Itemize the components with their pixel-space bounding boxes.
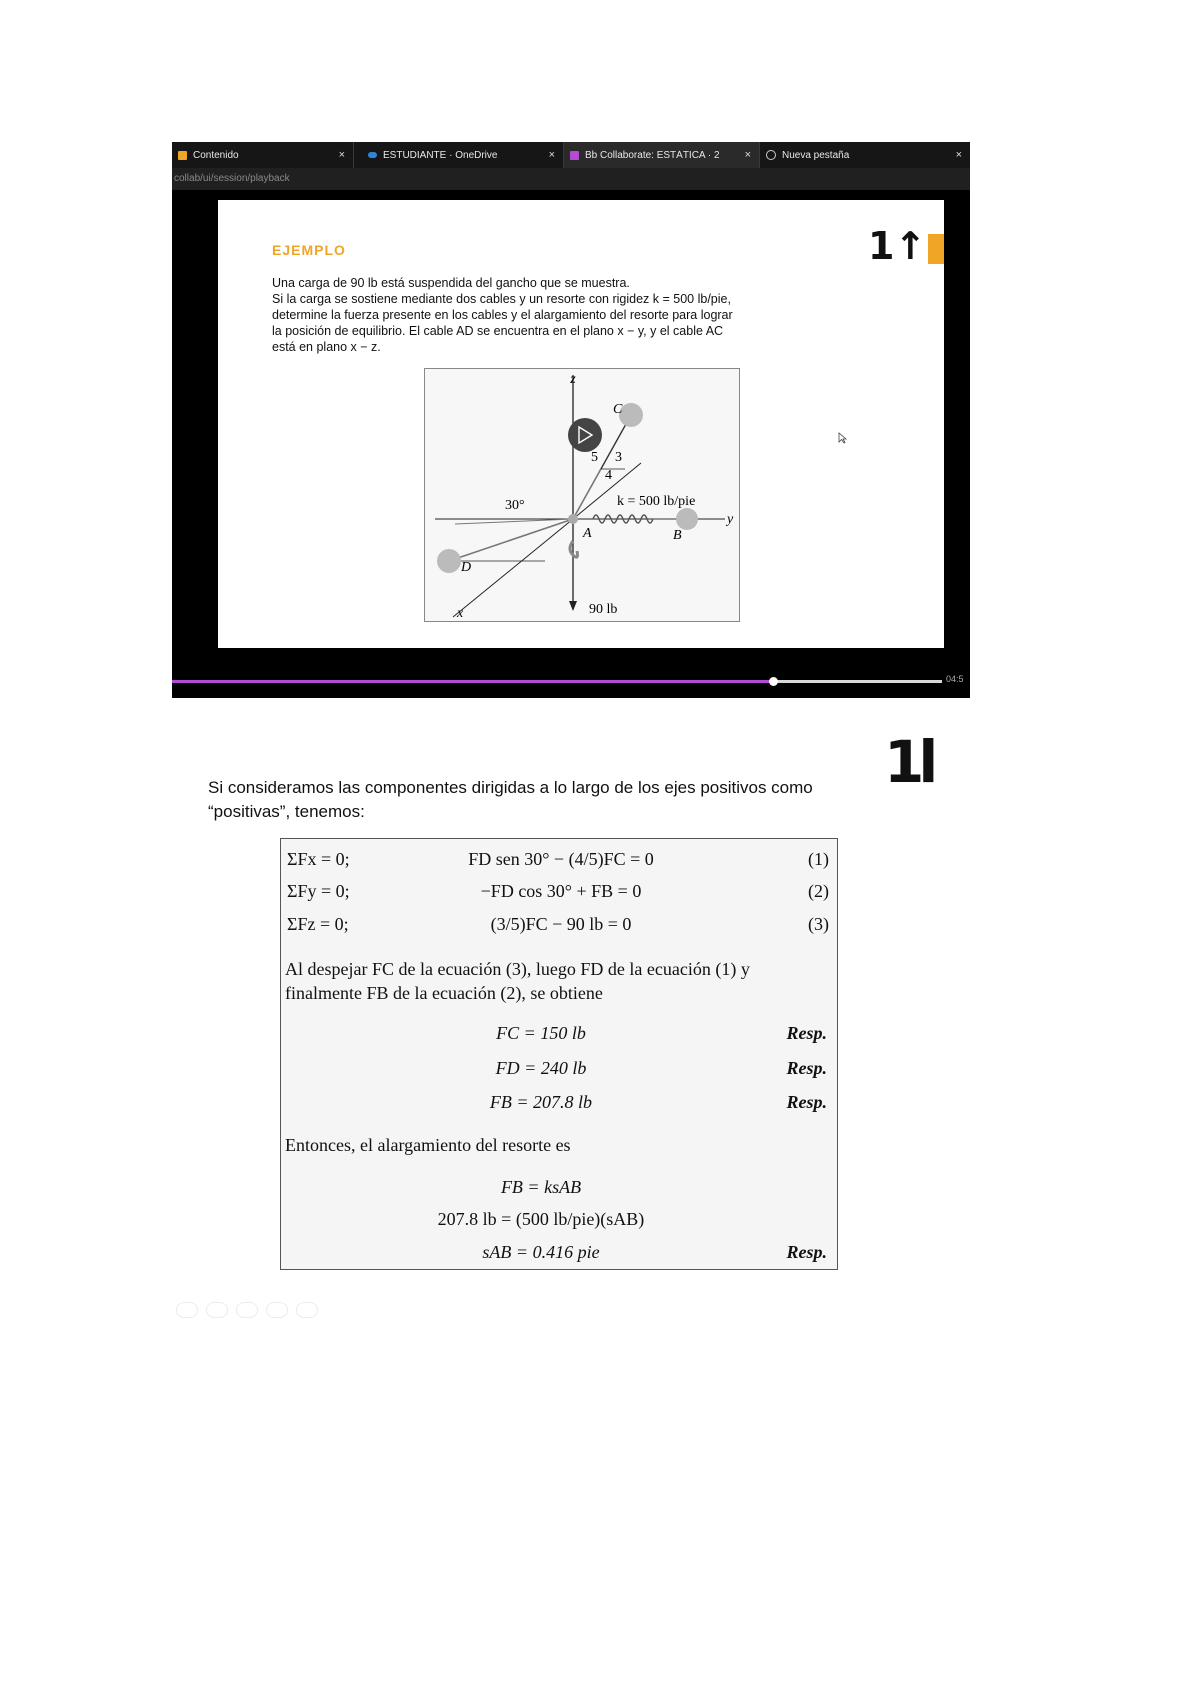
equation-number: (1) xyxy=(808,849,829,869)
answer-row xyxy=(281,1058,837,1084)
answer-row xyxy=(281,1092,837,1118)
tab-label: Contenido xyxy=(193,149,239,161)
browser-tab-bar xyxy=(172,142,970,168)
video-screenshot xyxy=(172,142,970,698)
bb-icon xyxy=(570,151,579,160)
equation-body: −FD cos 30° + FB = 0 xyxy=(480,881,642,901)
timecode: 04:5 xyxy=(946,674,964,684)
close-icon[interactable]: × xyxy=(744,149,751,161)
resp-label: Resp. xyxy=(786,1023,827,1043)
toolbar-button[interactable] xyxy=(266,1302,288,1318)
orange-marker xyxy=(928,234,944,264)
resp-label: Resp. xyxy=(786,1242,827,1262)
close-icon[interactable]: × xyxy=(338,149,345,161)
equation-row xyxy=(281,849,837,875)
equation-row xyxy=(281,914,837,940)
logo: 1l xyxy=(884,728,933,796)
logo: 1↑ xyxy=(868,224,927,268)
slide xyxy=(218,200,944,648)
slide-heading: EJEMPLO xyxy=(272,242,346,258)
point-c-label: C xyxy=(613,402,623,417)
close-icon[interactable]: × xyxy=(955,149,962,161)
answer-text: FC = 150 lb xyxy=(496,1023,586,1043)
statement-line: determine la fuerza presente en los cables y el alargamiento del resorte para lograr xyxy=(272,308,733,322)
answer-text: sAB = 0.416 pie xyxy=(482,1242,600,1262)
progress-fill xyxy=(172,680,773,683)
equation-body: (3/5)FC − 90 lb = 0 xyxy=(490,914,632,934)
z-axis-label: z xyxy=(570,372,576,387)
tab-onedrive[interactable] xyxy=(362,142,564,168)
solution-paragraph: Al despejar FC de la ecuación (3), luego FD de la ecuación (1) y finalmente FB de la ecuación (2), se obtiene xyxy=(285,959,750,1003)
y-axis-label: y xyxy=(727,512,734,527)
intro-text: Si consideramos las componentes dirigidas a lo largo de los ejes positivos como “positivas”, tenemos: xyxy=(208,778,813,821)
answer-row xyxy=(281,1023,837,1049)
equation-body: FD sen 30° − (4/5)FC = 0 xyxy=(468,849,654,869)
answer-text: FB = 207.8 lb xyxy=(489,1092,593,1112)
tab-collaborate[interactable] xyxy=(564,142,760,168)
cloud-icon xyxy=(368,152,377,158)
orange-square-icon xyxy=(178,151,187,160)
tab-contenido[interactable] xyxy=(172,142,354,168)
toolbar-button[interactable] xyxy=(236,1302,258,1318)
answer-text: 207.8 lb = (500 lb/pie)(sAB) xyxy=(437,1209,645,1229)
tab-label: ESTUDIANTE · OneDrive xyxy=(383,149,498,161)
tab-label: Bb Collaborate: ESTÁTICA · 2 xyxy=(585,149,720,161)
x-axis-label: x xyxy=(457,606,464,621)
progress-knob[interactable] xyxy=(769,677,778,686)
equation-row xyxy=(281,881,837,907)
slope-3-label: 3 xyxy=(615,450,622,465)
statement-line: Si la carga se sostiene mediante dos cables y un resorte con rigidez k = 500 lb/pie, xyxy=(272,292,731,306)
equation-lhs: ΣFx = 0; xyxy=(287,849,350,869)
resp-label: Resp. xyxy=(786,1092,827,1112)
toolbar-button[interactable] xyxy=(176,1302,198,1318)
faint-toolbar xyxy=(176,1302,318,1318)
statement-line: está en plano x − z. xyxy=(272,340,381,354)
mouse-cursor-icon xyxy=(838,432,848,444)
equation-number: (2) xyxy=(808,881,829,901)
tab-nueva[interactable] xyxy=(760,142,970,168)
point-d-label: D xyxy=(461,560,472,575)
problem-statement xyxy=(272,275,872,355)
answer-row xyxy=(281,1209,837,1235)
globe-icon xyxy=(766,150,776,160)
spring-paragraph: Entonces, el alargamiento del resorte es xyxy=(285,1135,571,1155)
slope-4-label: 4 xyxy=(605,468,612,483)
equation-lhs: ΣFy = 0; xyxy=(287,881,350,901)
point-b-label: B xyxy=(673,528,682,543)
resp-label: Resp. xyxy=(786,1058,827,1078)
playback-controls xyxy=(172,648,970,698)
solution-box xyxy=(280,838,838,1270)
answer-row xyxy=(281,1177,837,1203)
toolbar-button[interactable] xyxy=(206,1302,228,1318)
point-a-label: A xyxy=(583,526,592,541)
close-icon[interactable]: × xyxy=(548,149,555,161)
spring-label: k = 500 lb/pie xyxy=(617,494,696,509)
slope-5-label: 5 xyxy=(591,450,598,465)
answer-row xyxy=(281,1242,837,1268)
equation-lhs: ΣFz = 0; xyxy=(287,914,349,934)
toolbar-button[interactable] xyxy=(296,1302,318,1318)
tab-label: Nueva pestaña xyxy=(782,149,850,161)
answer-text: FB = ksAB xyxy=(500,1177,582,1197)
address-bar[interactable]: collab/ui/session/playback xyxy=(172,168,970,190)
statement-line: la posición de equilibrio. El cable AD se encuentra en el plano x − y, y el cable AC xyxy=(272,324,724,338)
answer-text: FD = 240 lb xyxy=(495,1058,587,1078)
statement-line: Una carga de 90 lb está suspendida del gancho que se muestra. xyxy=(272,276,630,290)
problem-figure xyxy=(424,368,740,622)
equation-number: (3) xyxy=(808,914,829,934)
load-label: 90 lb xyxy=(589,602,618,617)
angle-label: 30° xyxy=(505,498,525,513)
